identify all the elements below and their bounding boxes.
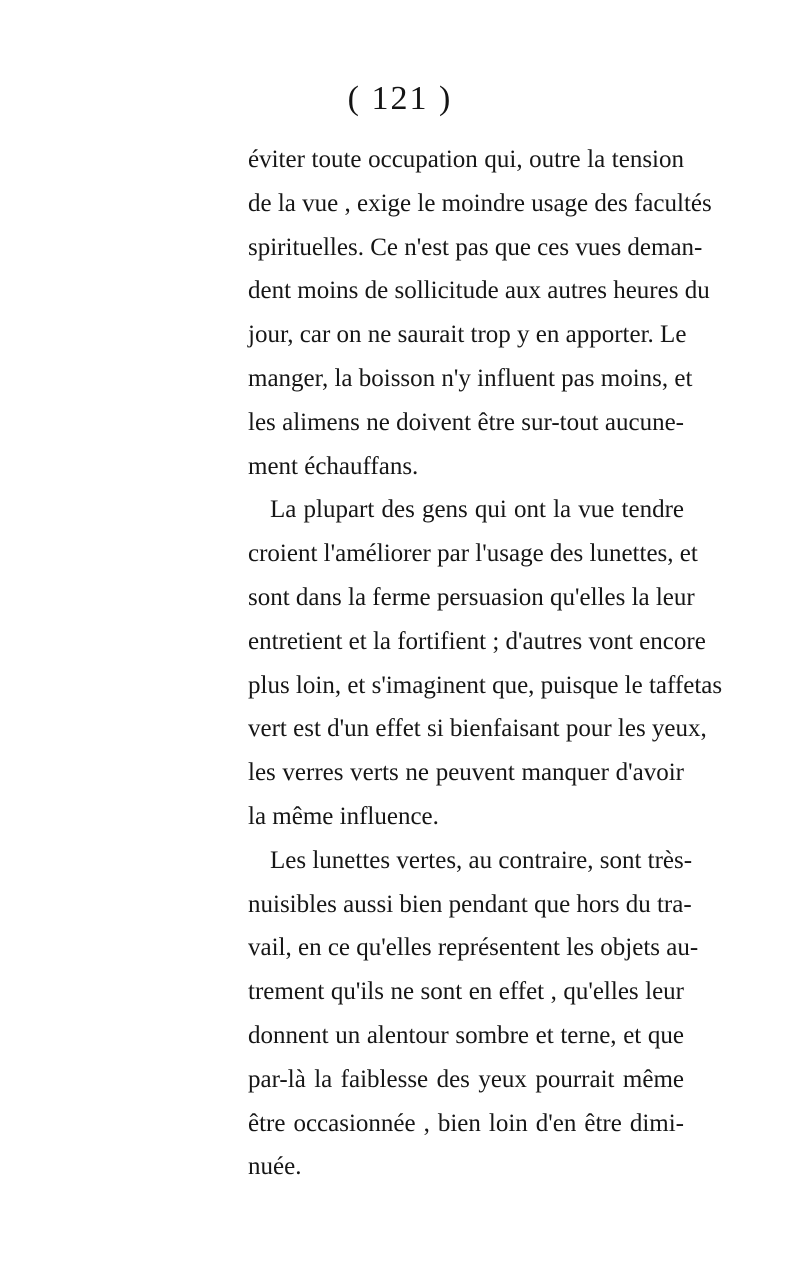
text-line: les verres verts ne peuvent manquer d'avoir bbox=[248, 759, 684, 787]
text-line: jour, car on ne saurait trop y en apporter. Le bbox=[248, 321, 687, 349]
text-line: La plupart des gens qui ont la vue tendre bbox=[270, 496, 684, 524]
text-line: les alimens ne doivent être sur-tout aucune- bbox=[248, 408, 684, 436]
text-line: croient l'améliorer par l'usage des lunettes, et bbox=[248, 540, 698, 568]
text-line: ment échauffans. bbox=[248, 452, 419, 480]
paragraph bbox=[248, 138, 712, 488]
text-line: éviter toute occupation qui, outre la tension bbox=[248, 146, 684, 173]
text-line: entretient et la fortifient ; d'autres vont encore bbox=[248, 627, 706, 655]
text-line: la même influence. bbox=[248, 802, 439, 830]
body-text bbox=[248, 138, 723, 1189]
text-line: sont dans la ferme persuasion qu'elles la leur bbox=[248, 583, 695, 611]
text-line: être occasionnée , bien loin d'en être dimi- bbox=[248, 1109, 684, 1137]
text-line: nuisibles aussi bien pendant que hors du tra- bbox=[248, 890, 692, 918]
text-line: spirituelles. Ce n'est pas que ces vues deman- bbox=[248, 233, 703, 261]
page-number: ( 121 ) bbox=[347, 80, 453, 117]
paragraph bbox=[248, 488, 723, 838]
paragraph bbox=[248, 839, 699, 1189]
text-line: dent moins de sollicitude aux autres heures du bbox=[248, 277, 710, 305]
text-line: plus loin, et s'imaginent que, puisque le taffetas bbox=[248, 671, 723, 699]
text-line: nuée. bbox=[248, 1153, 302, 1181]
text-line: Les lunettes vertes, au contraire, sont très- bbox=[270, 846, 693, 874]
text-line: de la vue , exige le moindre usage des facultés bbox=[248, 189, 712, 217]
text-line: vert est d'un effet si bienfaisant pour les yeux, bbox=[248, 715, 707, 743]
text-line: vail, en ce qu'elles représentent les objets au- bbox=[248, 934, 699, 962]
text-line: par-là la faiblesse des yeux pourrait même bbox=[248, 1065, 684, 1093]
text-line: trement qu'ils ne sont en effet , qu'elles leur bbox=[248, 978, 684, 1006]
text-line: manger, la boisson n'y influent pas moins, et bbox=[248, 364, 693, 392]
text-line: donnent un alentour sombre et terne, et que bbox=[248, 1021, 684, 1049]
